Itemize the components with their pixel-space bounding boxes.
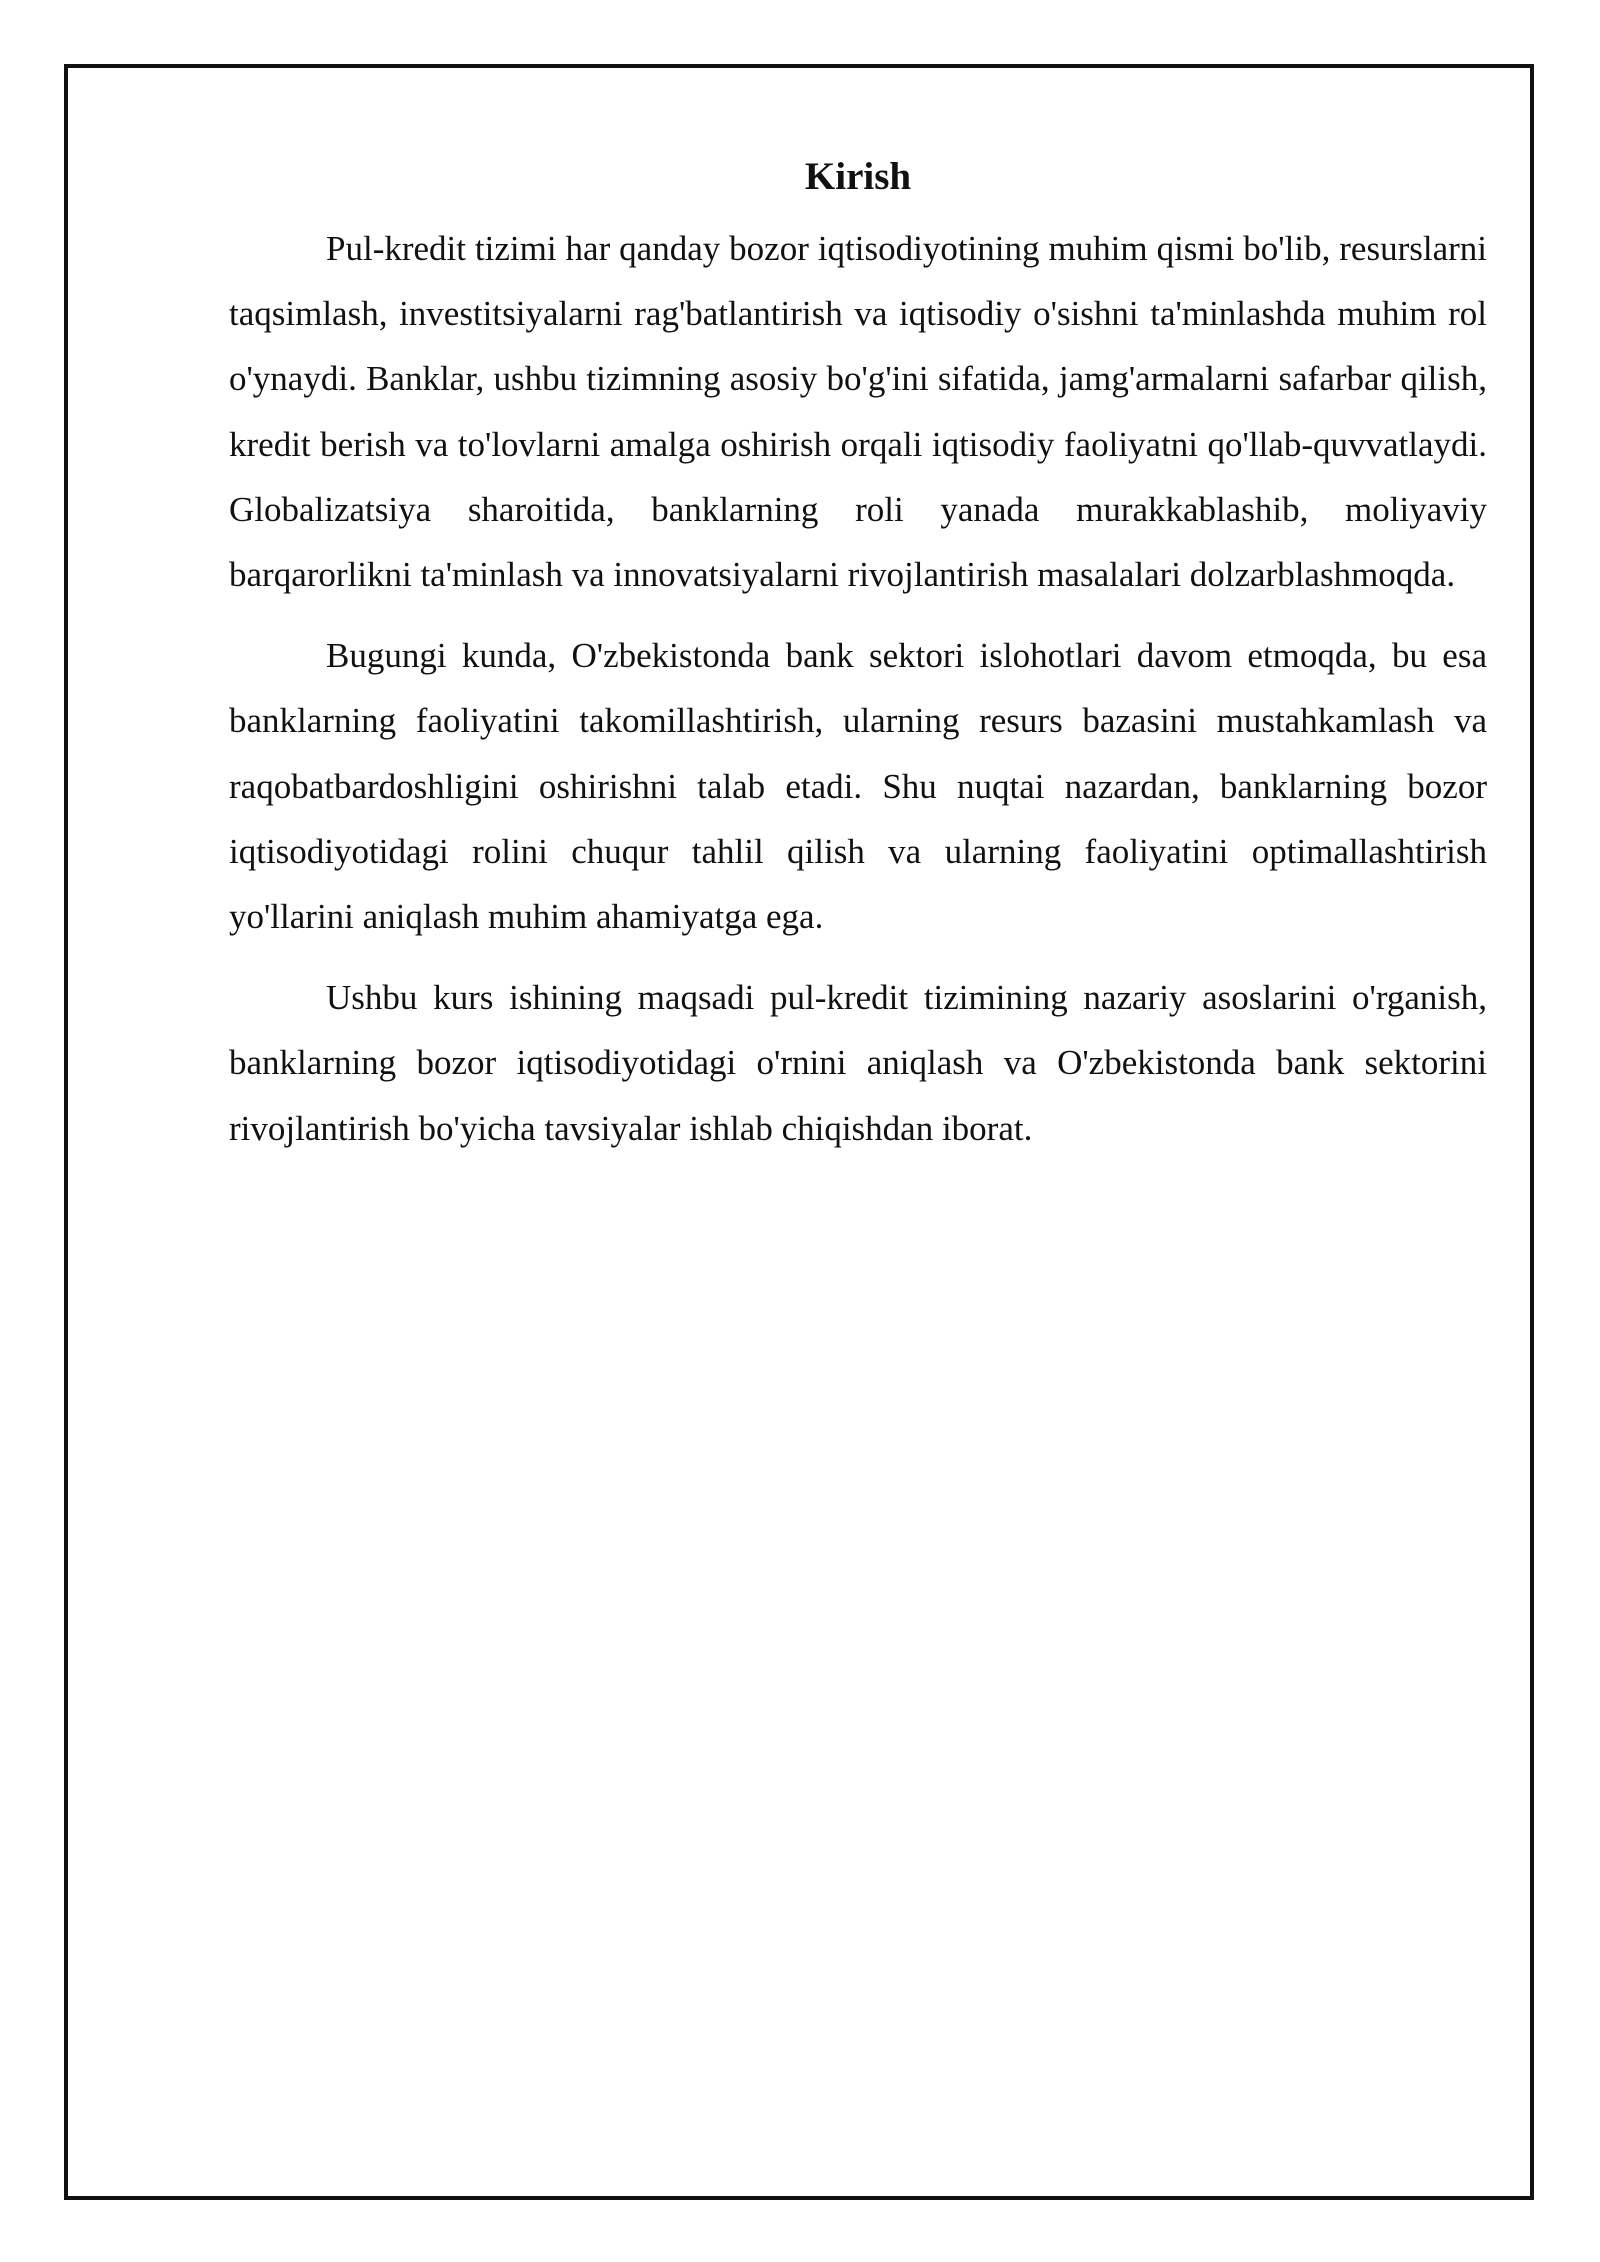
paragraph-1: Pul-kredit tizimi har qanday bozor iqtisodiyotining muhim qismi bo'lib, resurslarni taqsimlash, investitsiyalarni rag'batlantirish va iqtisodiy o'sishni ta'minlashda muhim rol o'ynaydi. Banklar, ushbu tizimning asosiy bo'g'ini sifatida, jamg'armalarni safarbar qilish, kredit berish va to'lovlarni amalga oshirish orqali iqtisodiy faoliyatni qo'llab-quvvatlaydi. Globalizatsiya sharoitida, banklarning roli yanada murakkablashib, moliyaviy barqarorlikni ta'minlash va innovatsiyalarni rivojlantirish masalalari dolzarblashmoqda. xyxy=(229,229,1487,595)
paragraph-3: Ushbu kurs ishining maqsadi pul-kredit tizimining nazariy asoslarini o'rganish, banklarning bozor iqtisodiyotidagi o'rnini aniqlash va O'zbekistonda bank sektorini rivojlantirish bo'yicha tavsiyalar ishlab chiqishdan iborat. xyxy=(229,978,1487,1148)
document-body xyxy=(229,148,1487,1177)
page-title: Kirish xyxy=(804,155,912,198)
paragraph-2: Bugungi kunda, O'zbekistonda bank sektori islohotlari davom etmoqda, bu esa banklarning faoliyatini takomillashtirish, ularning resurs bazasini mustahkamlash va raqobatbardoshligini oshirishni talab etadi. Shu nuqtai nazardan, banklarning bozor iqtisodiyotidagi rolini chuqur tahlil qilish va ularning faoliyatini optimallashtirish yo'llarini aniqlash muhim ahamiyatga ega. xyxy=(229,636,1487,937)
